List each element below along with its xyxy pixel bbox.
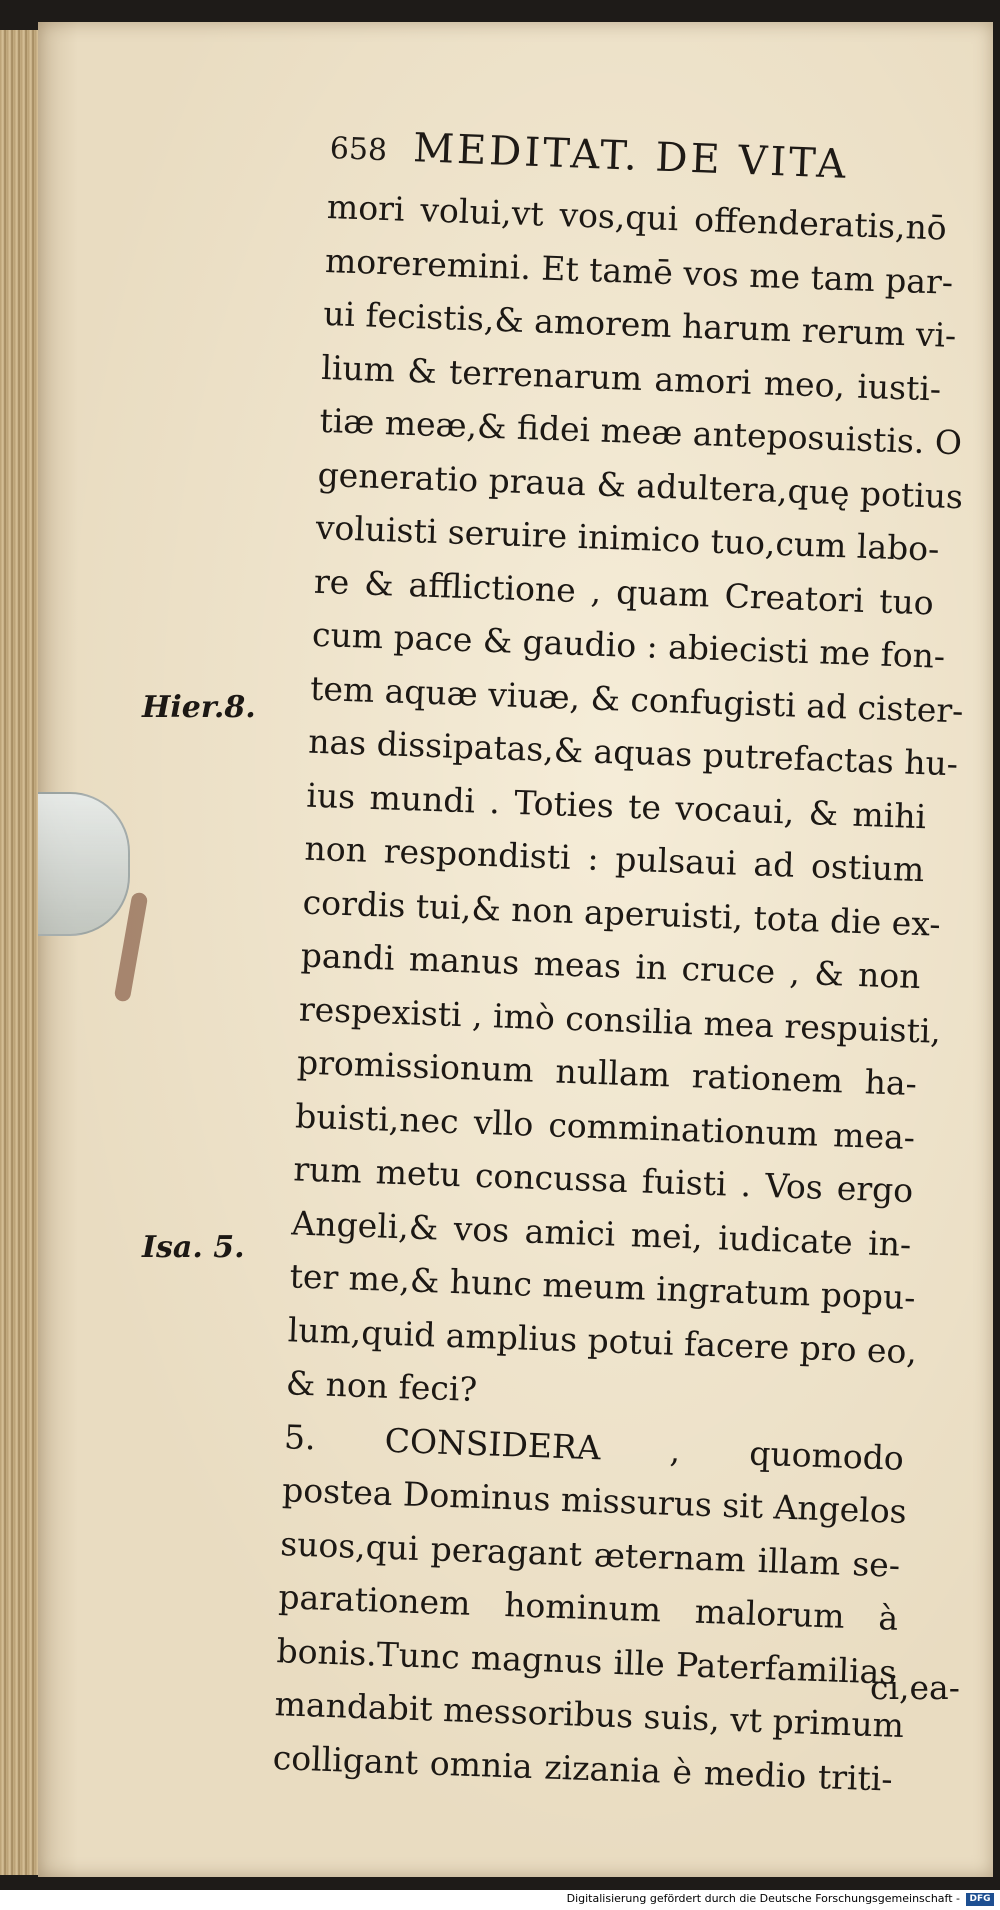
marginal-note-hier: Hier.8. (142, 690, 256, 725)
text-line: lum,quid amplius potui facere pro eo, (287, 1309, 918, 1371)
text-line: colligant omnia zizania è medio triti- (272, 1737, 894, 1799)
text-line: parationem hominum malorum à (277, 1577, 899, 1638)
text-line: respexisti , imò consilia mea respuisti, (298, 989, 942, 1051)
text-line: suos,qui peragant æternam illam se- (279, 1523, 901, 1585)
text-line: nas dissipatas,& aquas putrefactas hu- (307, 721, 959, 784)
text-line: buisti,nec vllo comminationum mea- (294, 1095, 916, 1157)
text-line: mori volui,vt vos,qui offenderatis,nō (326, 186, 948, 248)
text-line: ius mundi . Toties te vocaui, & mihi (305, 775, 927, 836)
text-line: tem aquæ viuæ, & confugisti ad cister- (309, 668, 964, 730)
marginal-note-isa: Isa. 5. (142, 1230, 245, 1265)
text-line: rum metu concussa fuisti . Vos ergo (292, 1149, 914, 1211)
text-line: & non feci? (285, 1363, 478, 1409)
text-line: cordis tui,& non aperuisti, tota die ex- (302, 882, 942, 944)
text-line: moreremini. Et tamē vos me tam par- (324, 240, 954, 302)
text-line: postea Dominus missurus sit Angelos (281, 1470, 908, 1531)
page-number: 658 (329, 131, 388, 169)
page-edges (0, 30, 40, 1875)
text-line: bonis.Tunc magnus ille Paterfamilias (275, 1630, 897, 1692)
text-line: non respondisti : pulsaui ad ostium (303, 828, 925, 890)
text-line: promissionum nullam rationem ha- (296, 1042, 918, 1104)
text-line: lium & terrenarum amori meo, iusti- (320, 347, 942, 409)
text-line: tiæ meæ,& fidei meæ anteposuistis. O (318, 400, 963, 463)
dfg-logo: DFG (966, 1893, 994, 1906)
text-line: Angeli,& vos amici mei, iudicate in- (290, 1202, 912, 1264)
text-line: ter me,& hunc meum ingratum popu- (289, 1256, 917, 1318)
catchword: ci,ea- (870, 1668, 960, 1707)
section-heading-line: 5. CONSIDERA , quomodo (283, 1416, 905, 1478)
text-line: mandabit messoribus suis, vt primum (274, 1684, 905, 1746)
footer-credit: Digitalisierung gefördert durch die Deutsche Forschungsgemeinschaft - (566, 1892, 960, 1905)
text-line: voluisti seruire inimico tuo,cum labo- (315, 507, 940, 569)
digitization-footer (0, 1890, 1000, 1910)
body-text (272, 180, 964, 1806)
running-title: MEDITAT. DE VITA (412, 125, 850, 188)
text-line: ui fecistis,& amorem harum rerum vi- (322, 293, 957, 356)
page-clip (38, 792, 130, 936)
text-line: pandi manus meas in cruce , & non (300, 935, 922, 997)
text-line: re & afflictione , quam Creatori tuo (313, 561, 935, 622)
text-line: generatio praua & adultera,quę potius (317, 454, 964, 516)
text-line: cum pace & gaudio : abiecisti me fon- (311, 614, 946, 676)
